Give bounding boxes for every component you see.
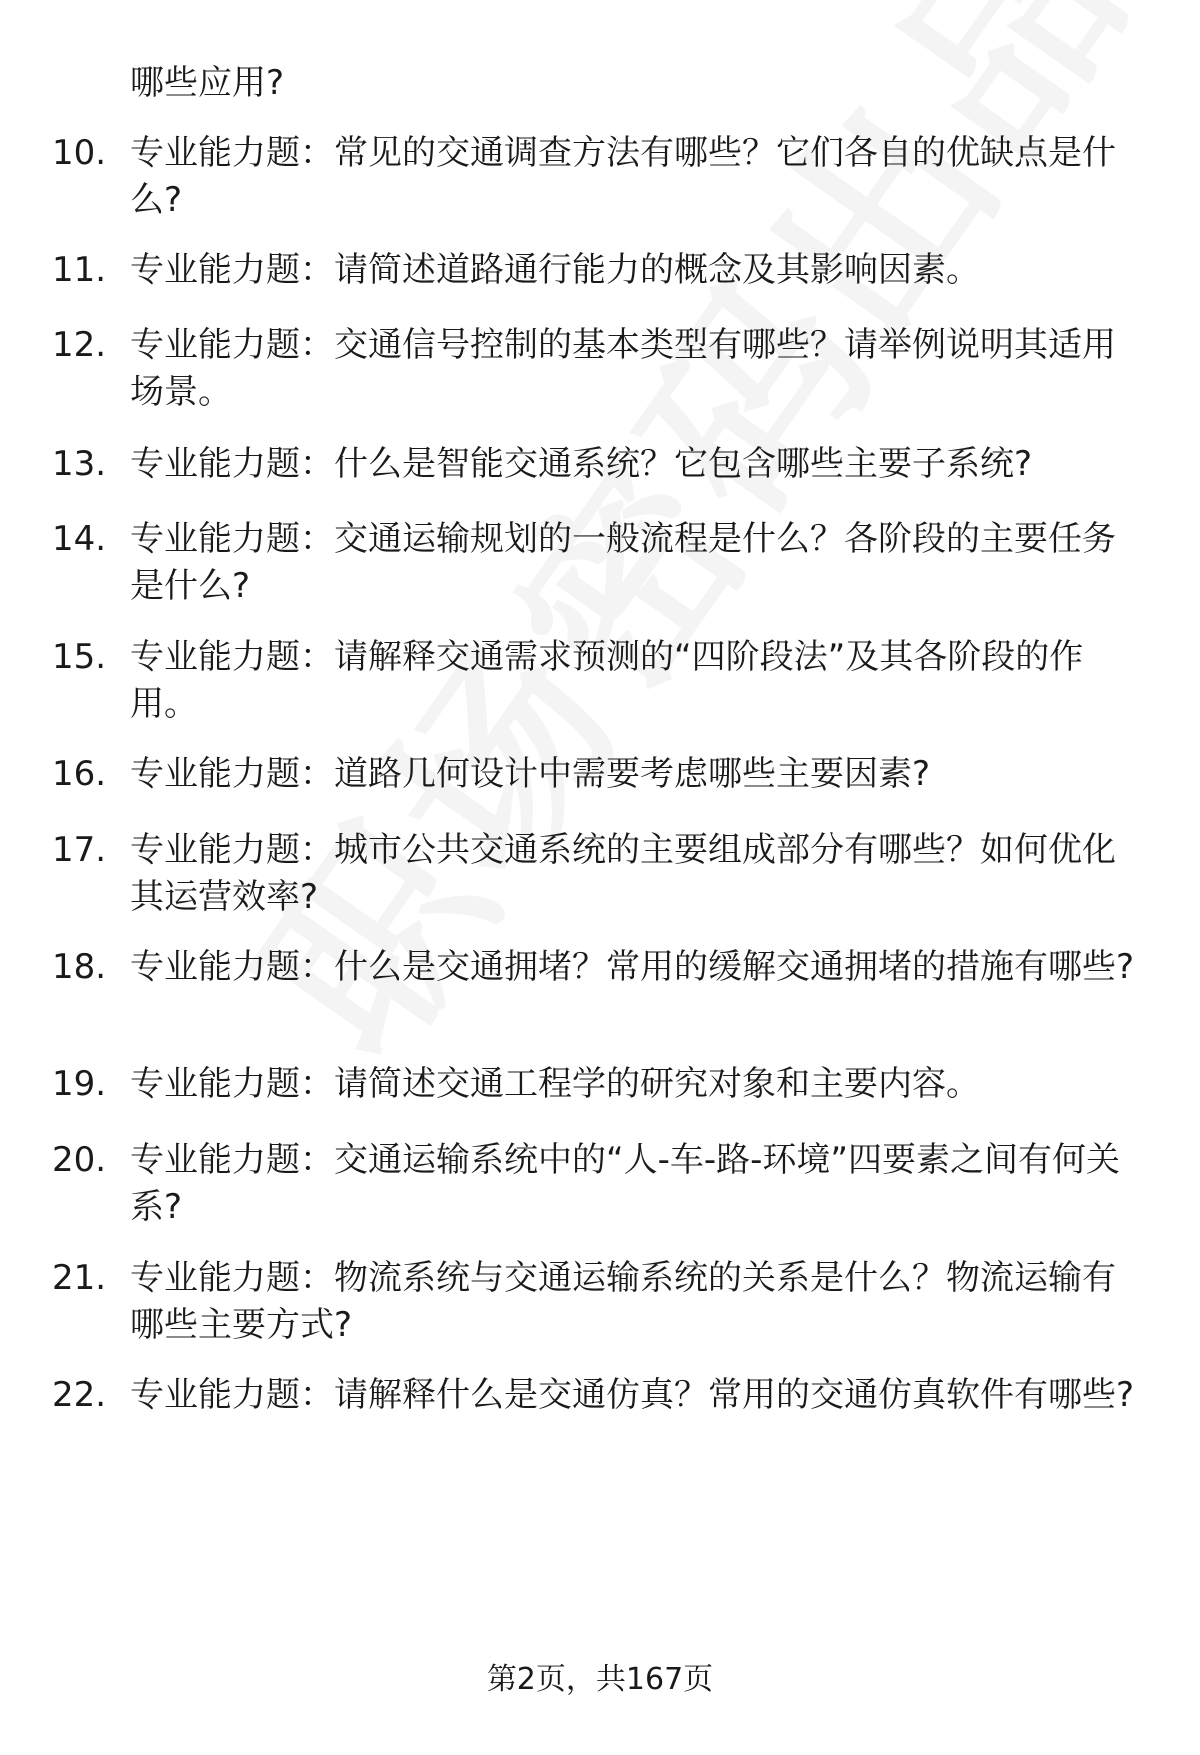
question-text: 专业能力题：道路几何设计中需要考虑哪些主要因素? — [130, 754, 931, 794]
page-footer: 第2页，共167页 — [486, 1662, 714, 1697]
question-text: 专业能力题：请简述交通工程学的研究对象和主要内容。 — [130, 1064, 980, 1104]
question-text: 专业能力题：什么是交通拥堵？常用的缓解交通拥堵的措施有哪些? — [130, 947, 1135, 987]
question-number: 14. — [52, 519, 107, 559]
question-text: 专业能力题：什么是智能交通系统？它包含哪些主要子系统? — [130, 444, 1033, 484]
question-text: 专业能力题：常见的交通调查方法有哪些？它们各自的优缺点是什么? — [130, 133, 1116, 220]
question-number: 21. — [52, 1258, 107, 1298]
question-text: 专业能力题：请解释交通需求预测的“四阶段法”及其各阶段的作用。 — [130, 637, 1084, 724]
question-number: 11. — [52, 250, 107, 290]
question-item — [52, 130, 1148, 224]
question-number: 20. — [52, 1140, 107, 1180]
question-item — [52, 322, 1148, 416]
question-text: 专业能力题：请简述道路通行能力的概念及其影响因素。 — [130, 250, 980, 290]
question-number: 13. — [52, 444, 107, 484]
question-text: 专业能力题：交通信号控制的基本类型有哪些？请举例说明其适用场景。 — [130, 325, 1116, 412]
question-number: 17. — [52, 830, 107, 870]
question-text: 专业能力题：交通运输规划的一般流程是什么？各阶段的主要任务是什么? — [130, 519, 1116, 606]
question-item — [52, 516, 1148, 610]
question-item — [52, 441, 1148, 488]
question-number: 10. — [52, 133, 107, 173]
question-item — [52, 634, 1148, 728]
question-item — [52, 247, 1148, 294]
question-text: 专业能力题：请解释什么是交通仿真？常用的交通仿真软件有哪些? — [130, 1375, 1135, 1415]
question-number: 18. — [52, 947, 107, 987]
question-text: 专业能力题：交通运输系统中的“人-车-路-环境”四要素之间有何关系? — [130, 1140, 1121, 1227]
question-number: 12. — [52, 325, 107, 365]
question-item — [52, 1372, 1148, 1419]
question-text: 专业能力题：物流系统与交通运输系统的关系是什么？物流运输有哪些主要方式? — [130, 1258, 1116, 1345]
question-item — [52, 751, 1148, 798]
question-number: 16. — [52, 754, 107, 794]
question-item — [52, 1255, 1148, 1349]
continuation-text: 哪些应用? — [130, 63, 285, 103]
question-text: 专业能力题：城市公共交通系统的主要组成部分有哪些？如何优化其运营效率? — [130, 830, 1116, 917]
question-item — [52, 827, 1148, 921]
question-item — [52, 944, 1148, 991]
question-item — [52, 1061, 1148, 1108]
question-number: 15. — [52, 637, 107, 677]
question-number: 22. — [52, 1375, 107, 1415]
question-number: 19. — [52, 1064, 107, 1104]
question-item — [52, 1137, 1148, 1231]
